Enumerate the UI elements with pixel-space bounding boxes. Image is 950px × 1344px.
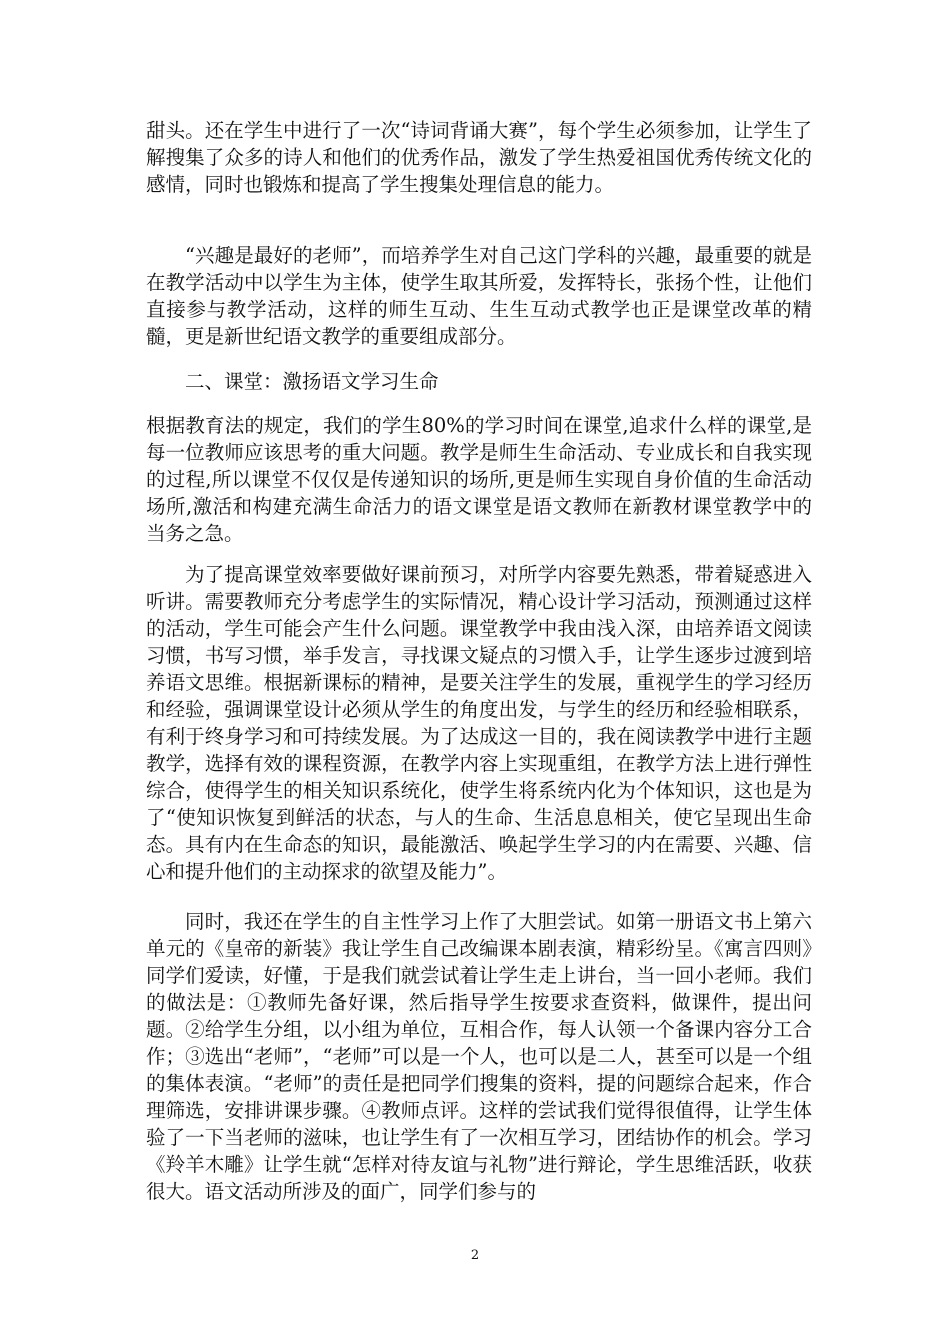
page-number: 2 <box>470 1248 480 1263</box>
paragraph-classroom-efficiency: 为了提高课堂效率要做好课前预习，对所学内容要先熟悉，带着疑惑进入听讲。需要教师充分考虑学生的实际情况，精心设计学习活动，预测通过这样的活动，学生可能会产生什么问题。课堂教学中我由浅入深，由培养语文阅读习惯，书写习惯，举手发言，寻找课文疑点的习惯入手，让学生逐步过渡到培养语文思维。根据新课标的精神，是要关注学生的发展，重视学生的学习经历和经验，强调课堂设计必须从学生的角度出发，与学生的经历和经验相联系，有利于终身学习和可持续发展。为了达成这一目的，我在阅读教学中进行主题教学，选择有效的课程资源，在教学内容上实现重组，在教学方法上进行弹性综合，使得学生的相关知识系统化，使学生将系统内化为个体知识，这也是为了“使知识恢复到鲜活的状态，与人的生命、生活息息相关，使它呈现出生命态。具有内在生命态的知识，最能激活、唤起学生学习的内在需要、兴趣、信心和提升他们的主动探求的欲望及能力”。 <box>146 563 812 883</box>
paragraph-interest-teacher: “兴趣是最好的老师”，而培养学生对自己这门学科的兴趣，最重要的就是在教学活动中以学生为主体，使学生取其所爱，发挥特长，张扬个性，让他们直接参与教学活动，这样的师生互动、生生互动式教学也正是课堂改革的精髓，更是新世纪语文教学的重要组成部分。 <box>146 244 812 348</box>
paragraph-education-law: 根据教育法的规定，我们的学生80%的学习时间在课堂,追求什么样的课堂,是每一位教师应该思考的重大问题。教学是师生生命活动、专业成长和自我实现的过程,所以课堂不仅仅是传递知识的场所,更是师生实现自身价值的生命活动场所,激活和构建充满生命活力的语文课堂是语文教师在新教材课堂教学中的当务之急。 <box>146 414 812 545</box>
section-heading-classroom: 二、课堂：激扬语文学习生命 <box>185 370 439 393</box>
paragraph-poetry-contest: 甜头。还在学生中进行了一次“诗词背诵大赛”，每个学生必须参加，让学生了解搜集了众多的诗人和他们的优秀作品，激发了学生热爱祖国优秀传统文化的感情，同时也锻炼和提高了学生搜集处理信息的能力。 <box>146 119 812 196</box>
paragraph-autonomous-learning: 同时，我还在学生的自主性学习上作了大胆尝试。如第一册语文书上第六单元的《皇帝的新装》我让学生自己改编课本剧表演，精彩纷呈。《寓言四则》同学们爱读，好懂，于是我们就尝试着让学生走上讲台，当一回小老师。我们的做法是：①教师先备好课，然后指导学生按要求查资料，做课件，提出问题。②给学生分组，以小组为单位，互相合作，每人认领一个备课内容分工合作；③选出“老师”，“老师”可以是一个人，也可以是二人，甚至可以是一个组的集体表演。“老师”的责任是把同学们搜集的资料，提的问题综合起来，作合理筛选，安排讲课步骤。④教师点评。这样的尝试我们觉得很值得，让学生体验了一下当老师的滋味，也让学生有了一次相互学习，团结协作的机会。学习《羚羊木雕》让学生就“怎样对待友谊与礼物”进行辩论，学生思维活跃，收获很大。语文活动所涉及的面广，同学们参与的 <box>146 910 812 1203</box>
